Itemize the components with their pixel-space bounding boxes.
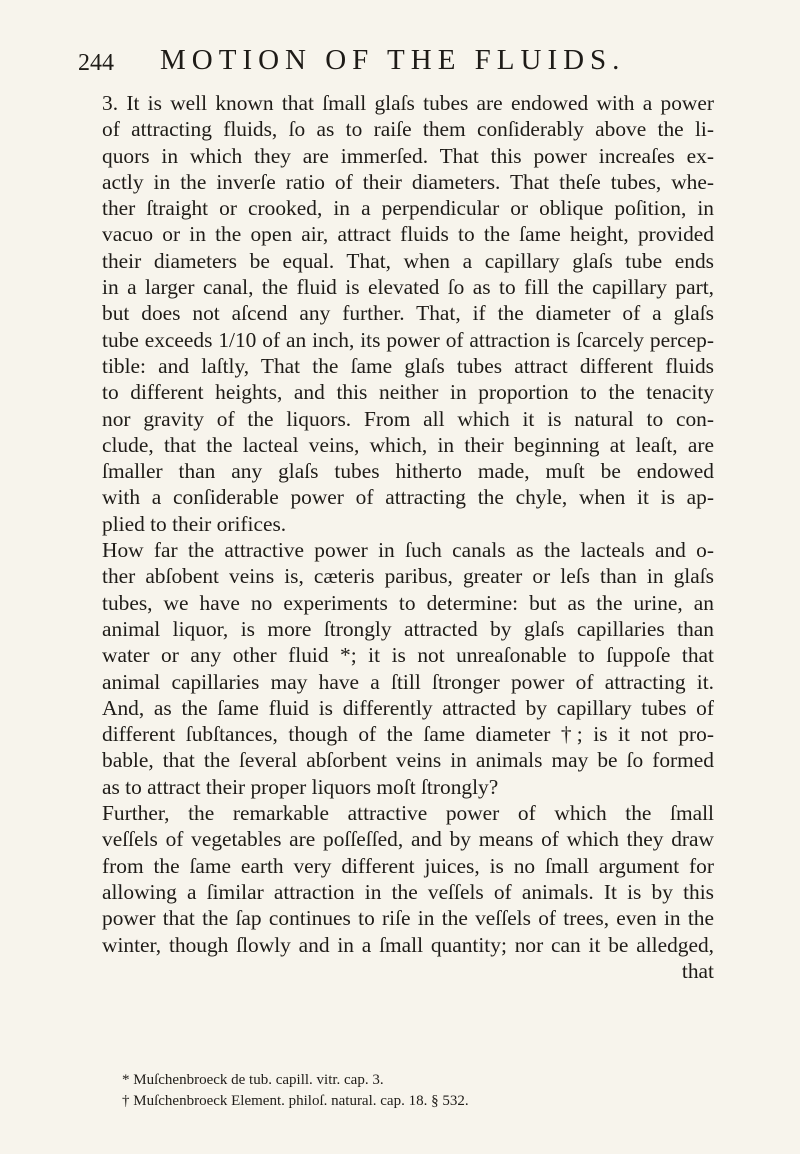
text-line: with a conſiderable power of attracting the chyle, when it is ap- (102, 485, 714, 510)
text-line: as to attract their proper liquors moſt ſtrongly? (102, 774, 499, 799)
text-line: from the ſame earth very different juices, is no ſmall argument for (102, 853, 714, 878)
text-line: tible: and laſtly, That the ſame glaſs tubes attract different fluids (102, 353, 714, 378)
text-line: nor gravity of the liquors. From all which it is natural to con- (102, 406, 714, 431)
page-header (80, 40, 720, 80)
text-line: water or any other fluid *; it is not unreaſonable to ſuppoſe that (102, 643, 714, 668)
text-line: of attracting fluids, ſo as to raiſe them conſiderably above the li- (102, 117, 714, 142)
body-text (102, 90, 714, 984)
text-line: vacuo or in the open air, attract fluids to the ſame height, provided (102, 222, 714, 247)
text-line: ther ſtraight or crooked, in a perpendicular or oblique poſition, in (102, 196, 714, 221)
text-line: 3. It is well known that ſmall glaſs tubes are endowed with a power (102, 91, 714, 115)
text-line: clude, that the lacteal veins, which, in their beginning at leaſt, are (102, 432, 714, 457)
text-line: animal liquor, is more ſtrongly attracted by glaſs capillaries than (102, 616, 714, 641)
text-line: tube exceeds 1/10 of an inch, its power of attraction is ſcarcely percep- (102, 327, 714, 352)
text-line: allowing a ſimilar attraction in the veſſels of animals. It is by this (102, 879, 714, 904)
page-number: 244 (78, 50, 114, 76)
footnote: † Muſchenbroeck Element. philoſ. natural. cap. 18. § 532. (122, 1093, 469, 1109)
text-line: bable, that the ſeveral abſorbent veins in animals may be ſo formed (102, 748, 714, 773)
text-line: veſſels of vegetables are poſſeſſed, and by means of which they draw (102, 827, 714, 852)
footnote: * Muſchenbroeck de tub. capill. vitr. cap. 3. (122, 1072, 384, 1088)
text-line: winter, though ſlowly and in a ſmall quantity; nor can it be alledged, (102, 932, 714, 957)
text-line: actly in the inverſe ratio of their diameters. That theſe tubes, whe- (102, 169, 714, 194)
text-line: animal capillaries may have a ſtill ſtronger power of attracting it. (102, 669, 714, 694)
text-line: tubes, we have no experiments to determine: but as the urine, an (102, 590, 714, 615)
text-line: plied to their orifices. (102, 511, 287, 536)
text-line: quors in which they are immerſed. That this power increaſes ex- (102, 143, 714, 168)
text-line: ſmaller than any glaſs tubes hitherto made, muſt be endowed (102, 459, 714, 484)
text-line: How far the attractive power in ſuch canals as the lacteals and o- (102, 538, 714, 563)
text-line: in a larger canal, the fluid is elevated ſo as to fill the capillary part, (102, 275, 714, 300)
text-line: their diameters be equal. That, when a capillary glaſs tube ends (102, 248, 714, 273)
text-line: And, as the ſame fluid is differently attracted by capillary tubes of (102, 695, 714, 720)
text-line: but does not aſcend any further. That, if the diameter of a glaſs (102, 301, 714, 326)
catchword: that (681, 958, 714, 983)
text-line: power that the ſap continues to riſe in the veſſels of trees, even in the (102, 906, 714, 931)
text-line: to different heights, and this neither in proportion to the tenacity (102, 380, 714, 405)
text-line: ther abſobent veins is, cæteris paribus, greater or leſs than in glaſs (102, 564, 714, 589)
text-line: Further, the remarkable attractive power of which the ſmall (102, 801, 714, 826)
running-head: MOTION OF THE FLUIDS. (160, 44, 626, 76)
text-line: different ſubſtances, though of the ſame diameter †; is it not pro- (102, 722, 714, 747)
footnotes (122, 1070, 682, 1112)
